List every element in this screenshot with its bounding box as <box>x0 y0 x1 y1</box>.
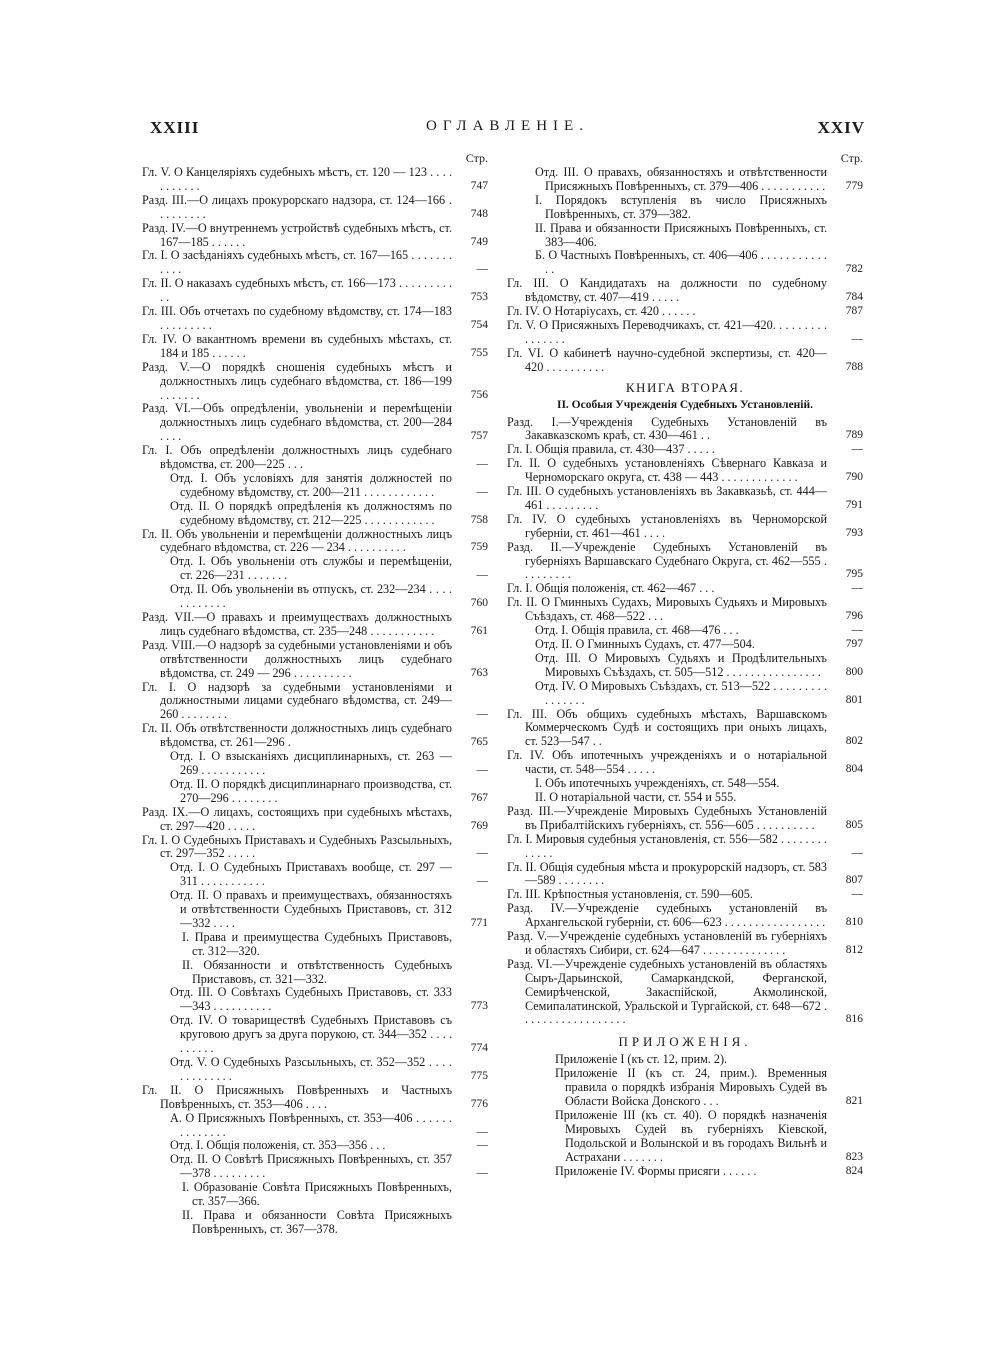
toc-entry-text: Гл. II. Общія судебныя мѣста и прокурорскій надзоръ, ст. 583—589 . . . . . . . . <box>507 859 827 888</box>
toc-entry-text: Разд. I.—Учрежденія Судебныхъ Установленій въ Закавказскомъ краѣ, ст. 430—461 . . <box>507 414 827 443</box>
toc-entry-page: — <box>851 888 863 901</box>
toc-entry-text: Разд. V.—Учрежденіе судебныхъ установленій въ губерніяхъ и областяхъ Сибири, ст. 624—647 . . . . . . . . . . . . . . <box>507 929 827 957</box>
toc-entry <box>140 889 490 931</box>
toc-entry-text: Разд. IX.—О лицахъ, состоящихъ при судебныхъ мѣстахъ, ст. 297—420 . . . . . <box>142 804 452 833</box>
toc-entry-page: — <box>476 458 488 471</box>
toc-entry-text: Разд. II.—Учрежденіе Судебныхъ Установленій въ губерніяхъ Варшавскаго Судебнаго Округа, ст. 462—555 . . . . . . . . . <box>507 539 827 582</box>
toc-entry <box>505 541 865 583</box>
toc-entry-text: А. О Присяжныхъ Повѣренныхъ, ст. 353—406 . . . . . . . . . . . . . . <box>170 1110 452 1139</box>
left-toc-list <box>140 166 490 1237</box>
toc-entry-text: II. Обязанности и отвѣтственность Судебныхъ Приставовъ, ст. 321—332. <box>182 957 452 986</box>
toc-entry-text: Отд. II. Объ увольненіи въ отпускъ, ст. 232—234 . . . . . . . . . . . . <box>170 582 452 611</box>
toc-entry-text: Отд. V. О Судебныхъ Разсыльныхъ, ст. 352—352 . . . . . . . . . . . . . <box>170 1055 452 1083</box>
toc-entry <box>505 805 865 833</box>
toc-entry <box>140 1209 490 1237</box>
toc-entry-page: 782 <box>845 263 863 276</box>
toc-entry <box>505 791 865 805</box>
toc-entry-page: 805 <box>845 818 863 831</box>
toc-entry-text: Отд. I. Общія правила, ст. 468—476 . . . <box>535 623 739 638</box>
toc-entry <box>505 596 865 624</box>
toc-entry <box>140 402 490 444</box>
toc-entry <box>140 959 490 987</box>
appendix-heading: ПРИЛОЖЕНІЯ. <box>618 1034 752 1050</box>
toc-entry-page: 779 <box>845 179 863 192</box>
toc-entry <box>140 500 490 528</box>
toc-entry-text: Гл. IV. О судебныхъ установленіяхъ въ Черноморской губерніи, ст. 461—461 . . . . <box>507 511 827 540</box>
toc-entry-page: 753 <box>470 291 488 304</box>
toc-entry-text: Разд. IV.—Учрежденіе судебныхъ установленій въ Архангельской губерніи, ст. 606—623 . . . . . . . . . . . . . . . . . <box>507 901 827 930</box>
toc-entry <box>505 1109 865 1165</box>
toc-entry-text: Гл. II. О Гминныхъ Судахъ, Мировыхъ Судьяхъ и Мировыхъ Съѣздахъ, ст. 468—522 . . . <box>507 595 827 624</box>
toc-entry <box>140 1084 490 1112</box>
toc-entry-page: 757 <box>470 430 488 443</box>
toc-entry-page: 756 <box>470 388 488 401</box>
toc-entry <box>140 305 490 333</box>
toc-entry-page: — <box>476 875 488 888</box>
toc-entry-page: — <box>476 1125 488 1138</box>
toc-entry <box>140 806 490 834</box>
toc-entry <box>505 277 865 305</box>
toc-entry-text: Разд. VI.—Учрежденіе судебныхъ установленій въ областяхъ Сыръ-Дарьинской, Самаркандской, Ферганской, Семирѣченской, Закаспійской, Акмолинской, Семипалатинской, Уральской и Тургайской, ст. 648—672 . . . . . . . . . . . . . . . . . . <box>507 956 827 1027</box>
toc-entry <box>505 930 865 958</box>
toc-entry-page: — <box>476 485 488 498</box>
toc-entry <box>505 416 865 444</box>
toc-entry <box>140 222 490 250</box>
toc-entry-text: Гл. I. Мировыя судебныя установленія, ст. 556—582 . . . . . . . . . . . . . <box>507 831 827 860</box>
toc-entry-page: 788 <box>845 360 863 373</box>
toc-entry-text: I. Объ ипотечныхъ учрежденіяхъ, ст. 548—554. <box>535 776 780 791</box>
toc-entry-page: 790 <box>845 471 863 484</box>
toc-entry-page: 824 <box>845 1164 863 1177</box>
toc-entry-page: 761 <box>470 624 488 637</box>
toc-entry-page: — <box>476 1139 488 1152</box>
toc-entry <box>140 277 490 305</box>
toc-entry <box>140 583 490 611</box>
toc-entry <box>505 457 865 485</box>
toc-entry-text: Разд. V.—О порядкѣ сношенія судебныхъ мѣстъ и должностныхъ лицъ судебнаго вѣдомства, ст. 186—199 . . . . . . . <box>142 359 452 402</box>
toc-entry-text: Отд. IV. О товариществѣ Судебныхъ Приставовъ съ круговою другъ за друга порукою, ст. 344—352 . . . . . . . . . . <box>170 1013 452 1056</box>
toc-entry-text: Гл. I. О засѣданіяхъ судебныхъ мѣстъ, ст. 167—165 . . . . . . . . . . . <box>142 248 452 277</box>
toc-entry <box>505 638 865 652</box>
toc-entry-page: 749 <box>470 235 488 248</box>
toc-entry <box>140 639 490 681</box>
toc-entry <box>140 444 490 472</box>
book-two-subheading: II. Особыя Учрежденія Судебныхъ Установленій. <box>556 398 813 411</box>
toc-entry-text: Гл. III. О судебныхъ установленіяхъ въ Закавказьѣ, ст. 444—461 . . . . . . . . . <box>507 484 827 512</box>
toc-entry <box>505 777 865 791</box>
toc-entry <box>140 986 490 1014</box>
toc-entry-text: Гл. IV. Объ ипотечныхъ учрежденіяхъ и о нотаріальной части, ст. 548—554 . . . . . <box>507 748 827 777</box>
toc-entry-text: Разд. III.—Учрежденіе Мировыхъ Судебныхъ Установленій въ Прибалтійскихъ губерніяхъ, ст. 556—605 . . . . . . . . . . <box>507 803 827 832</box>
toc-entry-page: 776 <box>470 1097 488 1110</box>
left-page-number: XXIII <box>150 118 200 137</box>
toc-entry-text: Отд. II. О правахъ и преимуществахъ, обязанностяхъ и отвѣтственности Судебныхъ Приставовъ, ст. 312—332 . . . . <box>170 888 452 930</box>
toc-entry-page: 823 <box>845 1150 863 1163</box>
toc-entry-page: 797 <box>845 638 863 650</box>
toc-entry-text: I. Права и преимущества Судебныхъ Приставовъ, ст. 312—320. <box>182 929 452 958</box>
toc-entry-text: Отд. II. О порядкѣ опредѣленія къ должностямъ по судебному вѣдомству, ст. 212—225 . . . . . . . . . . . . <box>170 498 452 527</box>
toc-entry <box>505 305 865 319</box>
toc-entry-text: Гл. III. Объ общихъ судебныхъ мѣстахъ, Варшавскомъ Коммерческомъ Судѣ и состоящихъ при оныхъ лицахъ, ст. 523—547 . . <box>507 706 827 749</box>
toc-entry <box>505 347 865 375</box>
toc-entry <box>140 1153 490 1181</box>
page-column-label: Стр. <box>465 151 488 165</box>
right-page-number: XXIV <box>817 118 865 137</box>
toc-entry-page: 791 <box>845 498 863 511</box>
toc-entry <box>140 1014 490 1056</box>
toc-entry-page: 755 <box>470 346 488 359</box>
toc-entry-text: Гл. II. Объ увольненіи и перемѣщеніи должностныхъ лицъ судебнаго вѣдомства, ст. 226 — 234 . . . . . . . . . . <box>142 526 452 555</box>
toc-entry-page: 796 <box>845 610 863 623</box>
toc-entry <box>505 166 865 194</box>
toc-entry-page: 784 <box>845 291 863 304</box>
toc-entry-text: II. О нотаріальной части, ст. 554 и 555. <box>535 789 737 804</box>
toc-entry <box>505 1067 865 1109</box>
toc-entry <box>505 513 865 541</box>
toc-entry-text: Гл. V. О Присяжныхъ Переводчикахъ, ст. 421—420. . . . . . . . . . . . . . . . <box>507 317 827 346</box>
toc-entry <box>140 750 490 778</box>
toc-entry-text: Гл. IV. О Нотаріусахъ, ст. 420 . . . . . . <box>507 304 696 319</box>
toc-entry-text: Гл. III. Крѣпостныя установленія, ст. 590—605. <box>507 887 753 902</box>
toc-entry-page: — <box>476 263 488 276</box>
toc-entry-page: 795 <box>845 568 863 581</box>
toc-entry-page: 816 <box>845 1013 863 1026</box>
toc-entry-text: Гл. I. О надзорѣ за судебными установленіями и должностными лицами судебнаго вѣдомства, ст. 249—260 . . . . . . . . <box>142 679 452 722</box>
toc-entry <box>140 333 490 361</box>
toc-entry-page: 763 <box>470 666 488 679</box>
toc-entry-page: 747 <box>470 179 488 192</box>
toc-entry-page: 810 <box>845 916 863 929</box>
toc-entry <box>140 194 490 222</box>
toc-entry <box>505 485 865 513</box>
toc-entry-text: Гл. II. О судебныхъ установленіяхъ Сѣвернаго Кавказа и Черноморскаго округа, ст. 438 — 443 . . . . . . . . . . . . . <box>507 456 827 485</box>
toc-entry-text: Гл. I. Общія положенія, ст. 462—467 . . . <box>507 581 715 596</box>
toc-entry <box>505 749 865 777</box>
toc-entry-text: Отд. I. Объ условіяхъ для занятія должностей по судебному вѣдомству, ст. 200—211 . . . . . . . . . . . . <box>170 470 452 499</box>
left-column <box>140 152 490 1237</box>
toc-entry-text: Отд. I. О Судебныхъ Приставахъ вообще, ст. 297 — 311 . . . . . . . . . . . <box>170 860 452 889</box>
toc-entry-text: Гл. II. О наказахъ судебныхъ мѣстъ, ст. 166—173 . . . . . . . . . . . <box>142 276 452 305</box>
page-title: ОГЛАВЛЕНІЕ. <box>426 118 589 134</box>
toc-entry-page: 801 <box>845 693 863 706</box>
toc-entry-text: Гл. I. Объ опредѣленіи должностныхъ лицъ судебнаго вѣдомства, ст. 200—225 . . . <box>142 443 452 472</box>
toc-entry-page: 775 <box>470 1069 488 1082</box>
toc-entry <box>140 722 490 750</box>
toc-entry <box>140 1056 490 1084</box>
toc-entry-text: Отд. II. О Совѣтѣ Присяжныхъ Повѣренныхъ, ст. 357—378 . . . . . . . . . <box>170 1152 452 1181</box>
toc-entry-text: Отд. III. О Совѣтахъ Судебныхъ Приставовъ, ст. 333—343 . . . . . . . . . . <box>170 985 452 1014</box>
toc-entry <box>140 778 490 806</box>
toc-entry-page: — <box>851 332 863 345</box>
book-two-heading: КНИГА ВТОРАЯ. <box>625 379 745 395</box>
toc-entry-page: 748 <box>470 207 488 220</box>
right-toc-list-a <box>505 166 865 375</box>
toc-entry-page: 767 <box>470 791 488 804</box>
toc-entry-page: — <box>476 708 488 721</box>
toc-entry-page: — <box>851 624 863 637</box>
toc-entry <box>140 681 490 723</box>
right-toc-list-b <box>505 416 865 1028</box>
toc-entry-text: Отд. II. О порядкѣ дисциплинарнаго производства, ст. 270—296 . . . . . . . . <box>170 776 452 805</box>
toc-entry <box>140 834 490 862</box>
toc-entry-text: Гл. IV. О вакантномъ времени въ судебныхъ мѣстахъ, ст. 184 и 185 . . . . . . <box>142 331 452 360</box>
toc-entry-page: 793 <box>845 526 863 539</box>
toc-entry-page: 800 <box>845 665 863 678</box>
page-header <box>150 118 865 142</box>
toc-entry-text: Приложеніе II (къ ст. 24, прим.). Временныя правила о порядкѣ избранія Мировыхъ Судей въ Области Войска Донского . . . <box>555 1066 827 1108</box>
toc-entry <box>505 1053 865 1067</box>
toc-entry-page: — <box>476 847 488 860</box>
toc-entry <box>140 166 490 194</box>
toc-entry-text: Б. О Частныхъ Повѣренныхъ, ст. 406—406 . . . . . . . . . . . . . <box>535 248 827 277</box>
appendix-list <box>505 1053 865 1178</box>
toc-entry-text: Разд. VII.—О правахъ и преимуществахъ должностныхъ лицъ судебнаго вѣдомства, ст. 235—248 . . . . . . . . . . . <box>142 610 452 638</box>
toc-entry <box>140 1112 490 1140</box>
toc-entry <box>140 1181 490 1209</box>
toc-entry-page: — <box>851 846 863 859</box>
toc-entry-text: I. Образованіе Совѣта Присяжныхъ Повѣренныхъ, ст. 357—366. <box>182 1180 452 1209</box>
toc-entry-page: 821 <box>845 1095 863 1107</box>
toc-entry <box>140 1139 490 1153</box>
toc-entry-text: Гл. I. Общія правила, ст. 430—437 . . . . . <box>507 442 715 457</box>
toc-entry-text: Приложеніе I (къ ст. 12, прим. 2). <box>555 1052 728 1067</box>
toc-entry-page: 773 <box>470 1000 488 1013</box>
toc-entry-page: 758 <box>470 513 488 526</box>
toc-entry <box>505 652 865 680</box>
toc-entry-page: 812 <box>845 943 863 956</box>
toc-entry-text: Разд. VI.—Объ опредѣленіи, увольненіи и перемѣщеніи должностныхъ лицъ судебнаго вѣдомства, ст. 200—284 . . . . <box>142 401 452 444</box>
toc-entry-page: 807 <box>845 874 863 887</box>
toc-entry-page: — <box>476 1167 488 1180</box>
toc-entry-page: 765 <box>470 736 488 749</box>
toc-entry <box>140 528 490 556</box>
toc-entry <box>140 472 490 500</box>
toc-entry-text: Отд. I. О взысканіяхъ дисциплинарныхъ, ст. 263 — 269 . . . . . . . . . . . <box>170 749 452 777</box>
toc-entry-page: 769 <box>470 819 488 832</box>
toc-entry-page: 787 <box>845 305 863 318</box>
toc-entry-text: Отд. IV. О Мировыхъ Съѣздахъ, ст. 513—522 . . . . . . . . . . . . . . . . <box>535 678 827 707</box>
toc-entry-page: 774 <box>470 1042 488 1055</box>
toc-entry-text: Приложеніе III (къ ст. 40). О порядкѣ назначенія Мировыхъ Судей въ губерніяхъ Кіевской, Подольской и Волынской и въ городахъ Вильнѣ и Астрахани . . . . . . . <box>555 1107 827 1164</box>
toc-entry <box>505 249 865 277</box>
toc-entry-text: Отд. III. О Мировыхъ Судьяхъ и Продѣлительныхъ Мировыхъ Съѣздахъ, ст. 505—512 . . . . . . . . . . . . . . . . <box>535 650 827 679</box>
toc-entry <box>505 888 865 902</box>
toc-entry-text: Отд. I. Объ увольненіи отъ службы и перемѣщеніи, ст. 226—231 . . . . . . . <box>170 554 452 583</box>
toc-entry-text: Гл. III. О Кандидатахъ на должности по судебному вѣдомству, ст. 407—419 . . . . . <box>507 276 827 305</box>
toc-entry-page: 802 <box>845 735 863 748</box>
toc-entry-text: Отд. III. О правахъ, обязанностяхъ и отвѣтственности Присяжныхъ Повѣренныхъ, ст. 379—406 . . . . . . . . . . . <box>535 165 827 193</box>
toc-entry-page: — <box>851 443 863 456</box>
toc-entry-text: Разд. IV.—О внутреннемъ устройствѣ судебныхъ мѣстъ, ст. 167—185 . . . . . . <box>142 220 452 249</box>
toc-entry <box>140 249 490 277</box>
toc-entry-text: II. Права и обязанности Совѣта Присяжныхъ Повѣренныхъ, ст. 367—378. <box>182 1207 452 1236</box>
toc-entry-text: Гл. V. О Канцеляріяхъ судебныхъ мѣстъ, ст. 120 — 123 . . . . . . . . . . . <box>142 165 452 193</box>
toc-entry-page: 771 <box>470 916 488 929</box>
toc-entry <box>140 931 490 959</box>
toc-entry <box>505 680 865 708</box>
toc-entry <box>140 361 490 403</box>
toc-entry-text: Гл. VI. О кабинетѣ научно-судебной экспертизы, ст. 420—420 . . . . . . . . . . <box>507 345 827 374</box>
toc-entry-page: 804 <box>845 763 863 776</box>
toc-entry-text: Гл. II. Объ отвѣтственности должностныхъ лицъ судебнаго вѣдомства, ст. 261—296 . <box>142 721 452 750</box>
toc-entry <box>505 443 865 457</box>
toc-entry-page: — <box>476 763 488 776</box>
toc-entry-text: I. Порядокъ вступленія въ число Присяжныхъ Повѣренныхъ, ст. 379—382. <box>535 192 827 221</box>
toc-entry-text: Гл. II. О Присяжныхъ Повѣренныхъ и Частныхъ Повѣренныхъ, ст. 353—406 . . . . <box>142 1082 452 1111</box>
toc-entry <box>505 958 865 1028</box>
toc-entry-page: — <box>851 582 863 595</box>
toc-entry <box>140 611 490 639</box>
toc-entry-text: Разд. VIII.—О надзорѣ за судебными установленіями и объ отвѣтственности должностныхъ лицъ судебнаго вѣдомства, ст. 249 — 296 . . . . . . . . . . <box>142 637 452 680</box>
toc-entry-page: 789 <box>845 429 863 442</box>
toc-entry <box>505 624 865 638</box>
toc-entry <box>505 1165 865 1179</box>
toc-entry-text: Гл. I. О Судебныхъ Приставахъ и Судебныхъ Разсыльныхъ, ст. 297—352 . . . . . <box>142 832 452 861</box>
toc-entry <box>140 861 490 889</box>
toc-entry-text: II. Права и обязанности Присяжныхъ Повѣренныхъ, ст. 383—406. <box>535 220 827 249</box>
toc-entry <box>140 555 490 583</box>
toc-entry <box>505 222 865 250</box>
toc-entry <box>505 902 865 930</box>
toc-entry-page: 754 <box>470 318 488 331</box>
toc-entry-page: 759 <box>470 541 488 554</box>
toc-entry <box>505 708 865 750</box>
right-column <box>505 152 865 1178</box>
toc-entry-text: Гл. III. Объ отчетахъ по судебному вѣдомству, ст. 174—183 . . . . . . . . . <box>142 304 452 332</box>
toc-entry <box>505 861 865 889</box>
toc-entry <box>505 582 865 596</box>
toc-entry <box>505 194 865 222</box>
toc-entry-text: Отд. II. О Гминныхъ Судахъ, ст. 477—504. <box>535 637 755 651</box>
toc-entry-page: 760 <box>470 597 488 610</box>
toc-entry-text: Приложеніе IV. Формы присяги . . . . . . <box>555 1163 757 1178</box>
toc-entry <box>505 833 865 861</box>
toc-entry-text: Отд. I. Общія положенія, ст. 353—356 . . . <box>170 1138 386 1153</box>
page-column-label: Стр. <box>840 151 863 165</box>
toc-entry-text: Разд. III.—О лицахъ прокурорскаго надзора, ст. 124—166 . . . . . . . . . <box>142 192 452 221</box>
toc-entry <box>505 319 865 347</box>
toc-entry-page: — <box>476 569 488 582</box>
